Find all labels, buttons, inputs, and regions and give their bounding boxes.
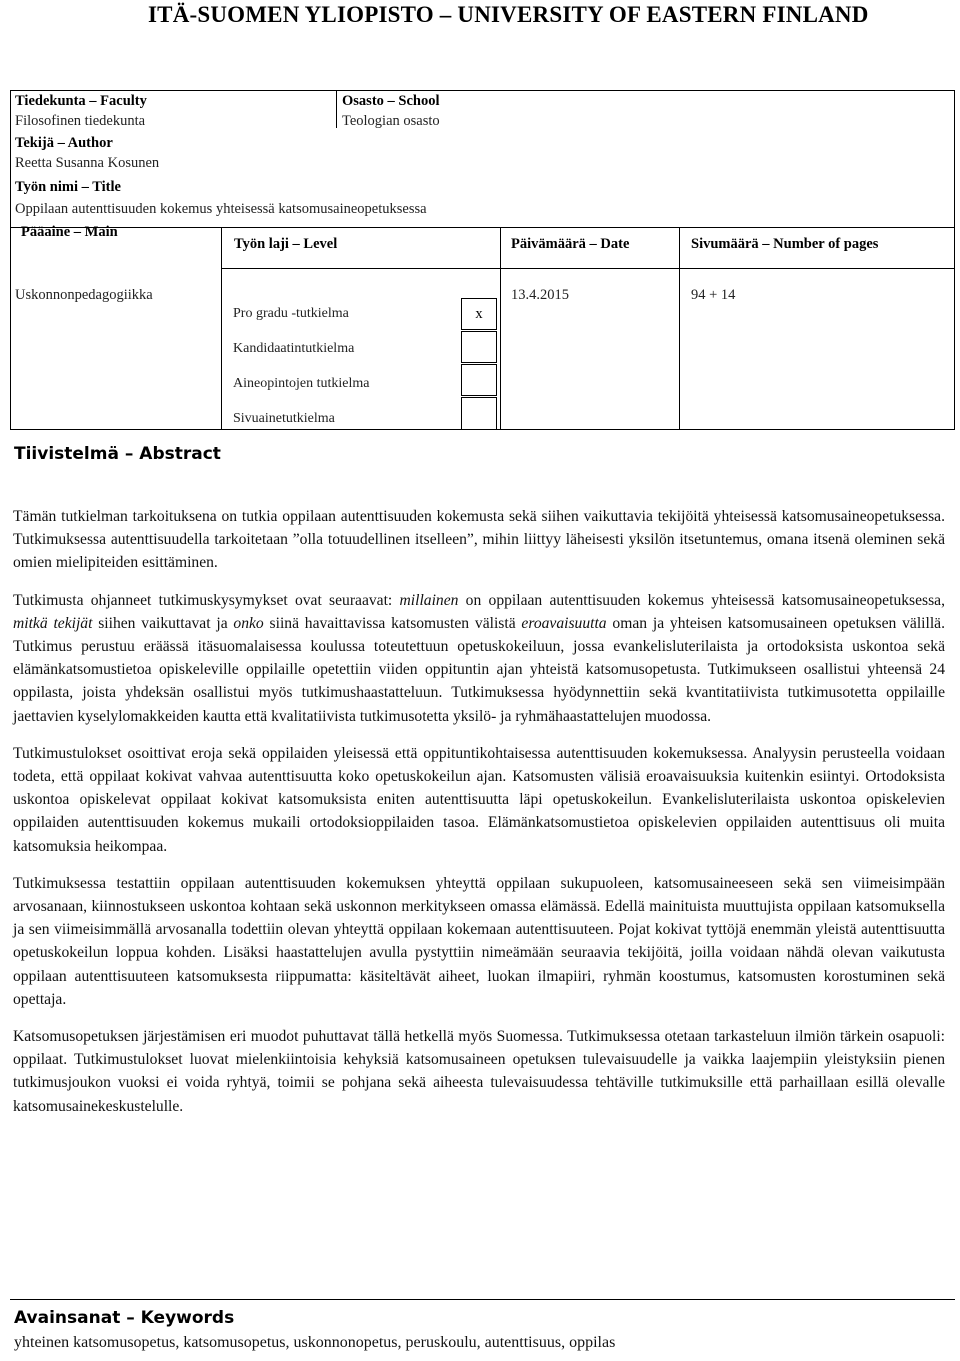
level-option-label: Kandidaatintutkielma <box>233 341 355 356</box>
title-label: Työn nimi – Title <box>15 179 121 195</box>
main-subject-label: Pääaine – Main <box>21 224 118 240</box>
level-label: Työn laji – Level <box>234 236 338 252</box>
abstract-paragraph: Tämän tutkielman tarkoituksena on tutkia oppilaan autenttisuuden kokemusta sekä siihen vaikuttavia tekijöitä yhteisessä katsomusaineopetuksessa. Tutkimuksessa autenttisuudella tarkoitetaan ”olla totuudellinen itselleen”, mihin liittyy läheisesti yksilön itsetuntemus, omana itsenä oleminen sekä omien mielipiteiden esittäminen. <box>13 508 945 572</box>
abstract-body <box>13 505 945 1132</box>
level-checkbox[interactable] <box>461 364 497 396</box>
divider <box>336 91 337 128</box>
author-value: Reetta Susanna Kosunen <box>15 155 160 171</box>
level-option-label: Sivuainetutkielma <box>233 411 335 426</box>
faculty-value: Filosofinen tiedekunta <box>15 113 146 129</box>
date-label: Päivämäärä – Date <box>511 236 630 252</box>
level-option-label: Pro gradu -tutkielma <box>233 306 349 321</box>
divider <box>11 227 954 228</box>
faculty-label: Tiedekunta – Faculty <box>15 93 147 109</box>
date-value: 13.4.2015 <box>511 287 569 303</box>
keywords-value: yhteinen katsomusopetus, katsomusopetus, uskonnonopetus, peruskoulu, autenttisuus, oppilas <box>14 1334 616 1351</box>
level-checkbox[interactable]: x <box>461 298 497 330</box>
title-value: Oppilaan autenttisuuden kokemus yhteisessä katsomusaineopetuksessa <box>15 201 427 217</box>
divider <box>500 227 501 429</box>
school-value: Teologian osasto <box>342 113 440 129</box>
abstract-paragraph: Tutkimusta ohjanneet tutkimuskysymykset ovat seuraavat: millainen on oppilaan autenttisuuden kokemus yhteisessä katsomusaineopetuksessa, mitkä tekijät siihen vaikuttavat ja onko siinä havaittavissa katsomusten välistä eroavaisuutta oman ja yhteisen katsomusaineen opetuksen välillä. Tutkimus perustuu eräässä itäsuomalaisessa koulussa toteutettuun opetuskokeiluun, jossa evankelisluterilaista ja ortodoksista uskontoa sekä elämänkatsomustietoa opiskeleville oppilaille opetettiin viiden oppituntin ajan yhteistä katsomusopetusta. Tutkimukseen osallistui yhteensä 24 oppilasta, joista yhdeksän osallistui myös tutkimushaastatteluun. Tutkimuksessa hyödynnettiin sekä kvantitatiivista tutkimusotetta oppilaille jaettavien kyselylomakkeiden kautta että kvalitatiivista tutkimusotetta yksilö- ja ryhmähaastattelujen muodossa. <box>13 591 945 725</box>
thesis-info-table <box>10 90 955 430</box>
divider <box>679 227 680 429</box>
level-option-label: Aineopintojen tutkielma <box>233 376 370 391</box>
keywords-label: Avainsanat – Keywords <box>14 1308 235 1328</box>
divider <box>221 227 222 429</box>
pages-value: 94 + 14 <box>691 287 736 303</box>
abstract-paragraph: Tutkimustulokset osoittivat eroja sekä oppilaiden yleisessä että oppituntikohtaisessa autenttisuuden kokemuksessa. Analyysin perusteella voidaan todeta, että oppilaat kokivat vahvaa autenttisuutta koko opetuskokeilun ajan. Katsomusten välisiä eroavaisuuksia kuitenkin esiintyi. Ortodoksista uskontoa opiskelevat oppilaat kokivat katsomuksista eniten autenttisuutta läpi opetuskokeilun. Evankelisluterilaista uskontoa opiskelevien oppilaiden autenttisuuden kokemus mukaili ortodoksioppilaiden tasoa. Elämänkatsomustietoa opiskelevien oppilaiden autenttisuus oli muita katsomuksia heikompaa. <box>13 744 945 855</box>
level-checkbox[interactable] <box>461 397 497 430</box>
university-name: ITÄ-SUOMEN YLIOPISTO – UNIVERSITY OF EASTERN FINLAND <box>148 2 869 27</box>
author-label: Tekijä – Author <box>15 135 113 151</box>
pages-label: Sivumäärä – Number of pages <box>691 236 879 252</box>
abstract-paragraph: Katsomusopetuksen järjestämisen eri muodot puhuttavat tällä hetkellä myös Suomessa. Tutkimuksessa otetaan tarkasteluun ilmiön tärkein osapuoli: oppilaat. Tutkimustulokset luovat mielenkiintoisia kehyksiä katsomusaineen opetuksen tulevaisuudelle ja vaikka laajempiin yleistyksiin pienen tutkimusjoukon vuoksi ei voida ryhtyä, toimii se pohjana sekä aiheesta tulevaisuudessa tehtäville tutkimuksille että parhaillaan esillä olevalle katsomusainekeskustelulle. <box>13 1028 945 1115</box>
main-subject-value: Uskonnonpedagogiikka <box>15 287 153 303</box>
abstract-paragraph: Tutkimuksessa testattiin oppilaan autenttisuuden kokemuksen yhteyttä oppilaan sukupuoleen, katsomusaineeseen sekä sen viimeisimpään arvosanaan, kiinnostukseen uskontoa kohtaan sekä uskonnon merkitykseen omassa elämässä. Edellä mainituista muuttujista oppilaan katsomuksella ja sen viimeisimmällä arvosanalla todettiin olevan yhteyttä oppilaan kokemaan autenttisuuteen. Pojat kokivat tyttöjä enemmän yleistä autenttisuutta opetuskokeilun loppua kohden. Lisäksi haastattelujen avulla pystyttiin nimeämään seuraavia tekijöitä, joilla voidaan nähdä olevan vaikutusta oppilaan autenttisuuteen katsomuksesta riippumatta: käsiteltävät aiheet, luokan ilmapiiri, ryhmän koostumus, katsomusten korostuminen sekä opettaja. <box>13 874 945 1008</box>
keywords-section <box>10 1299 955 1361</box>
level-checkbox[interactable] <box>461 331 497 363</box>
abstract-heading: Tiivistelmä – Abstract <box>14 444 221 464</box>
divider <box>221 268 954 269</box>
school-label: Osasto – School <box>342 93 440 109</box>
